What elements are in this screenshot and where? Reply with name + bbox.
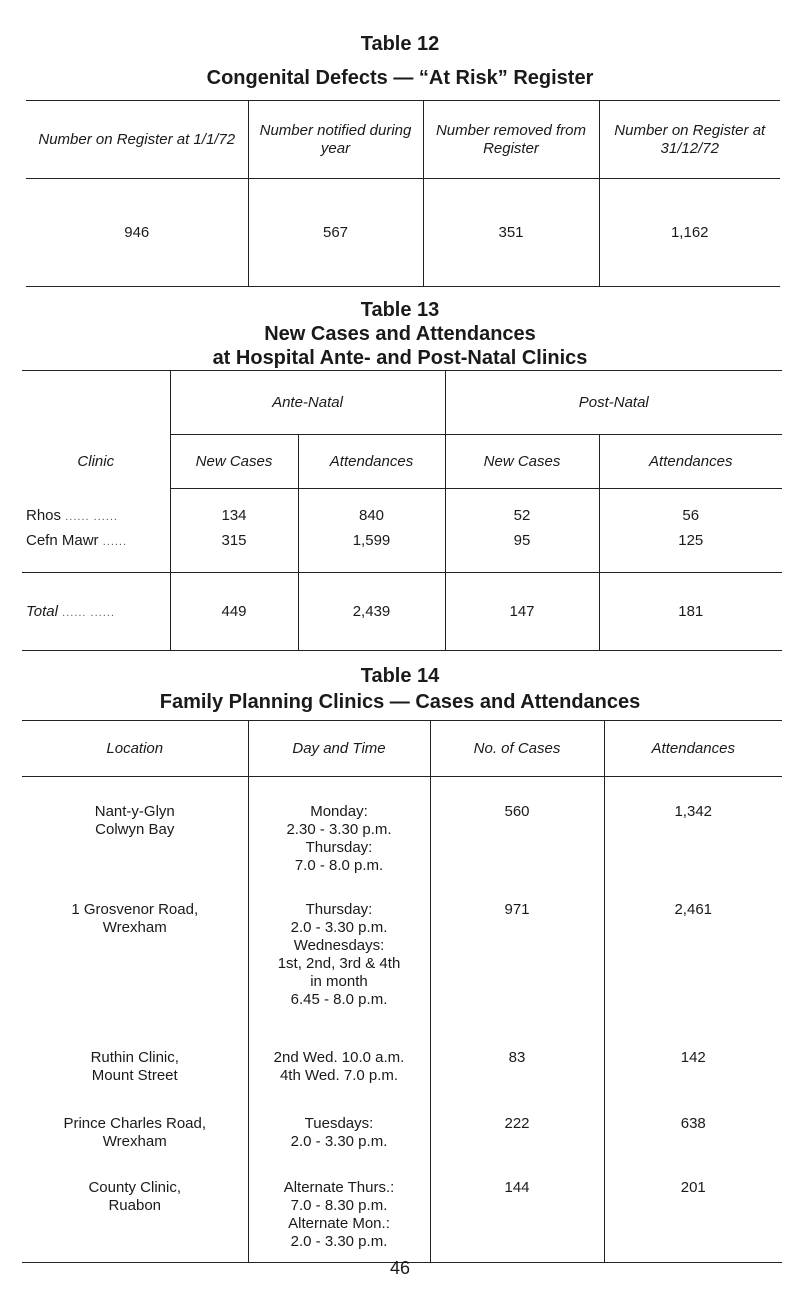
table14-day-time: Alternate Thurs.: 7.0 - 8.30 p.m. Alternate Mon.: 2.0 - 3.30 p.m. (248, 1179, 430, 1263)
table14-col-location: Location (22, 721, 248, 777)
table14-location: Prince Charles Road, Wrexham (63, 1114, 207, 1150)
table14-day-time: Thursday: 2.0 - 3.30 p.m. Wednesdays: 1st, 2nd, 3rd & 4th in month 6.45 - 8.0 p.m. (248, 901, 430, 1049)
table13-cell: 1,599 (298, 524, 445, 572)
table13 (22, 370, 782, 651)
table13-col-clinic: Clinic (22, 371, 170, 489)
table12-value-end: 1,162 (599, 179, 780, 287)
table13-col-ante-new: New Cases (170, 435, 298, 489)
table14-location: 1 Grosvenor Road, Wrexham (71, 900, 199, 936)
table13-total-row (22, 572, 782, 650)
table12-value-start: 946 (26, 179, 248, 287)
table13-cell: 134 (170, 489, 298, 525)
table14-day-time: 2nd Wed. 10.0 a.m. 4th Wed. 7.0 p.m. (248, 1049, 430, 1115)
table14-location: Nant-y-Glyn Colwyn Bay (94, 803, 175, 838)
table12-heading: Table 12 (360, 33, 440, 55)
table12 (26, 100, 780, 287)
table14-heading: Table 14 (360, 665, 440, 687)
table13-total-cell: 181 (599, 572, 782, 650)
table13-cell: 52 (445, 489, 599, 525)
table14-attendances: 201 (604, 1179, 782, 1263)
table12-col-start: Number on Register at 1/1/72 (26, 101, 248, 179)
table13-total-cell: 449 (170, 572, 298, 650)
table13-group-post: Post-Natal (445, 371, 782, 435)
table14-attendances: 142 (604, 1049, 782, 1115)
table13-col-post-new: New Cases (445, 435, 599, 489)
table14-col-cases: No. of Cases (430, 721, 604, 777)
table13-cell: 315 (170, 524, 298, 572)
table13-total-label: Total ...... ...... (22, 572, 170, 650)
table14-attendances: 2,461 (604, 901, 782, 1049)
table12-value-notified: 567 (248, 179, 423, 287)
table14-cases: 83 (430, 1049, 604, 1115)
table14-cases: 971 (430, 901, 604, 1049)
table13-col-post-att: Attendances (599, 435, 782, 489)
table14-attendances: 638 (604, 1115, 782, 1179)
table14-title: Family Planning Clinics — Cases and Attendances (159, 691, 641, 713)
table13-heading: Table 13 (360, 299, 440, 321)
table13-clinic-rhos: Rhos ...... ...... (26, 506, 118, 524)
table14-location: County Clinic, Ruabon (22, 1179, 248, 1263)
page-number: 46 (389, 1258, 411, 1278)
table13-col-ante-att: Attendances (298, 435, 445, 489)
table12-col-end: Number on Register at 31/12/72 (599, 101, 780, 179)
table-row (22, 1179, 782, 1263)
table12-value-removed: 351 (423, 179, 599, 287)
table14-location: Ruthin Clinic, Mount Street (90, 1048, 179, 1084)
table13-cell: 56 (599, 489, 782, 525)
table13-group-ante: Ante-Natal (170, 371, 445, 435)
table13-total-cell: 147 (445, 572, 599, 650)
table14-day-time: Tuesdays: 2.0 - 3.30 p.m. (248, 1115, 430, 1179)
table13-cell: 95 (445, 524, 599, 572)
table13-cell: 125 (599, 524, 782, 572)
table14-cases: 222 (430, 1115, 604, 1179)
table-row (22, 777, 782, 901)
table14-cases: 560 (430, 777, 604, 901)
table-row (22, 1115, 782, 1179)
table14-attendances: 1,342 (604, 777, 782, 901)
table14 (22, 720, 782, 1263)
table12-col-removed: Number removed from Register (423, 101, 599, 179)
table13-total-cell: 2,439 (298, 572, 445, 650)
table-row (22, 524, 782, 572)
table13-clinic-cefn-mawr: Cefn Mawr ...... (22, 524, 170, 572)
table14-day-time: Monday: 2.30 - 3.30 p.m. Thursday: 7.0 - 8.0 p.m. (248, 777, 430, 901)
table14-cases: 144 (430, 1179, 604, 1263)
table14-col-day-time: Day and Time (248, 721, 430, 777)
table12-title: Congenital Defects — “At Risk” Register (206, 67, 594, 89)
table13-title-line1: New Cases and Attendances (264, 323, 536, 345)
table-row (22, 901, 782, 1049)
table13-title-line2: at Hospital Ante- and Post-Natal Clinics (212, 347, 588, 369)
table12-col-notified: Number notified during year (248, 101, 423, 179)
table14-col-attendances: Attendances (604, 721, 782, 777)
table-row (22, 489, 782, 525)
table13-cell: 840 (298, 489, 445, 525)
table-row (22, 1049, 782, 1115)
